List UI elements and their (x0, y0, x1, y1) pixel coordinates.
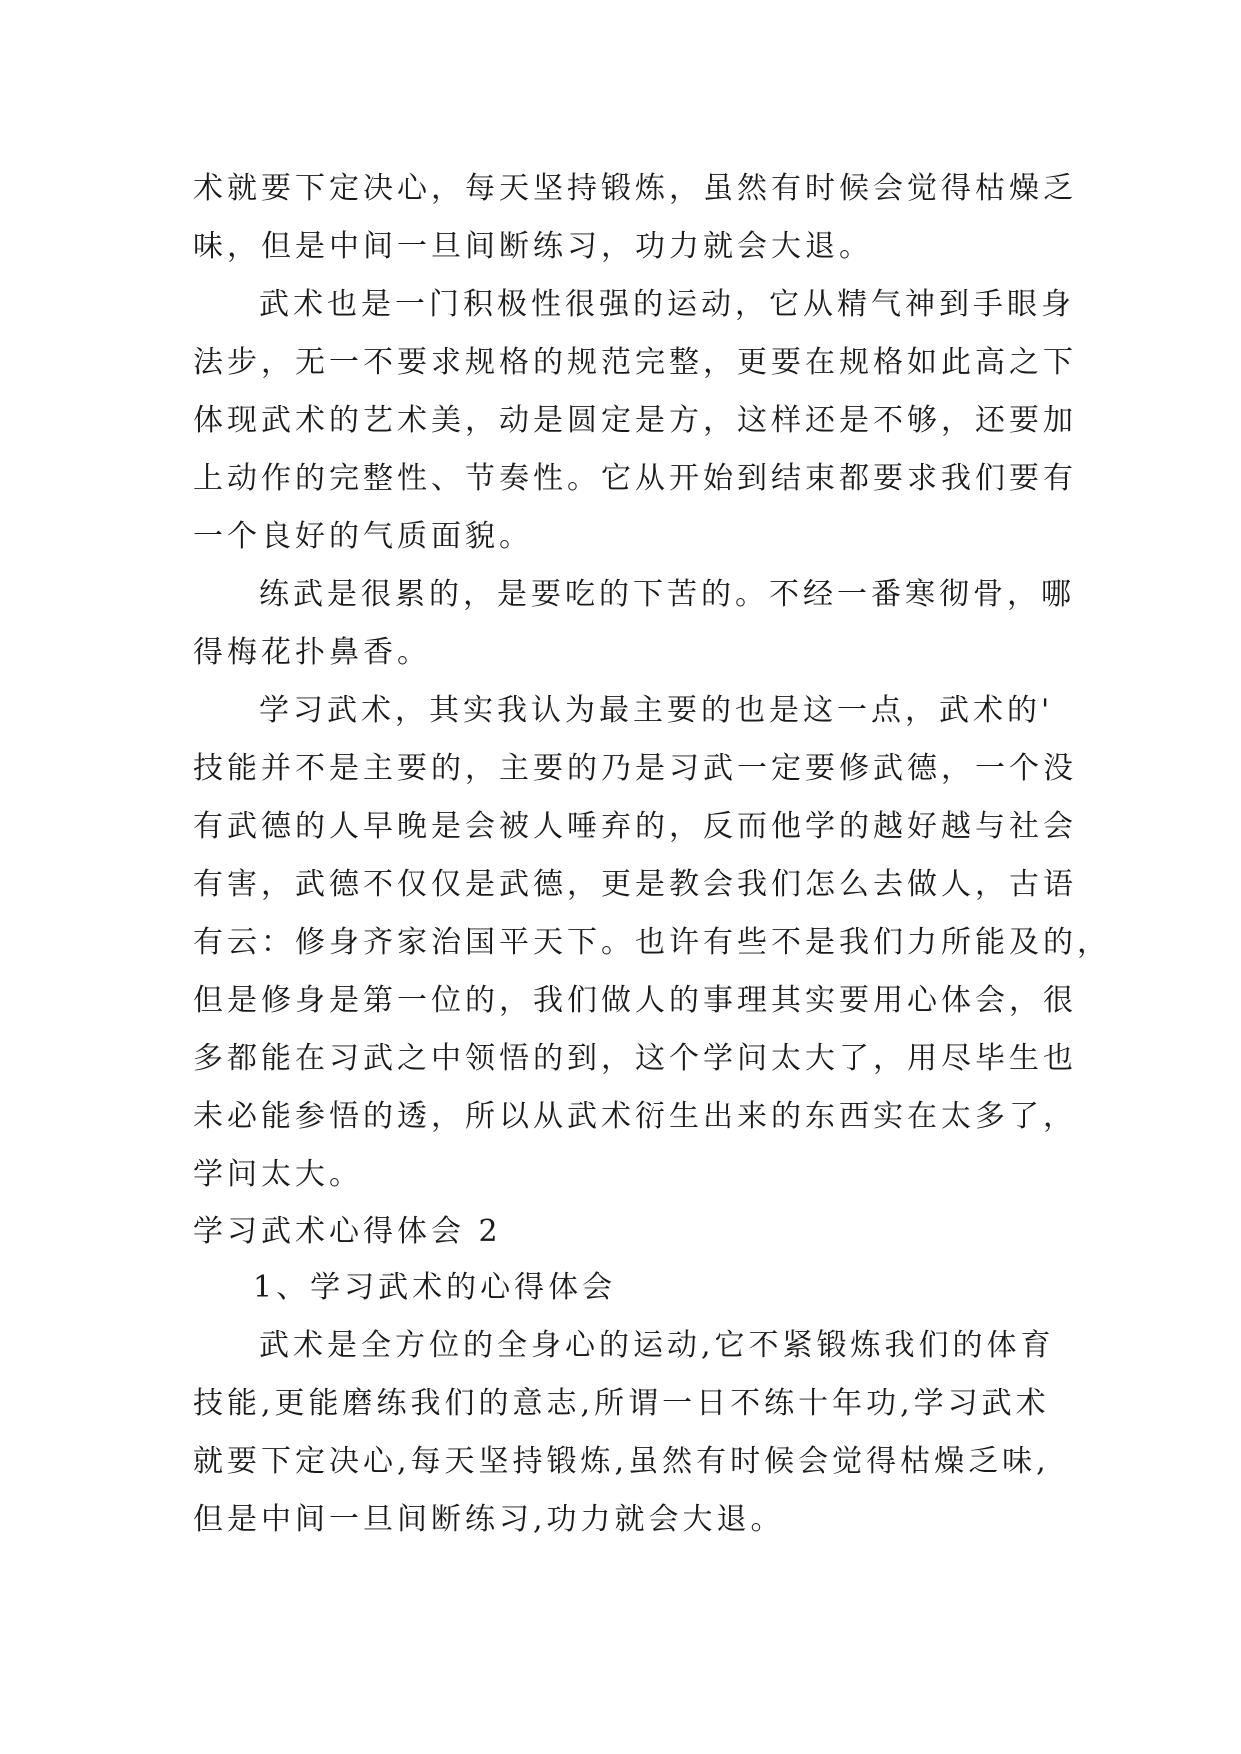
text-line: 有云：修身齐家治国平天下。也许有些不是我们力所能及的， (193, 925, 1111, 960)
section-subheading: 1、学习武术的心得体会 (253, 1270, 617, 1305)
section-heading: 学习武术心得体会 2 (193, 1214, 502, 1249)
text-line: 但是修身是第一位的，我们做人的事理其实要用心体会，很 (193, 983, 1077, 1018)
paragraph-1 (193, 160, 1077, 276)
text-line: 学问太大。 (193, 1157, 363, 1192)
text-line: 武术也是一门积极性很强的运动，它从精气神到手眼身 (259, 287, 1075, 322)
paragraph-2 (193, 276, 1077, 566)
text-line: 技能并不是主要的，主要的乃是习武一定要修武德，一个没 (193, 751, 1077, 786)
text-line: 上动作的完整性、节奏性。它从开始到结束都要求我们要有 (193, 461, 1077, 496)
paragraph-3 (193, 566, 1073, 682)
text-line: 学习武术，其实我认为最主要的也是这一点，武术的' (259, 693, 1054, 728)
text-line: 体现武术的艺术美，动是圆定是方，这样还是不够，还要加 (193, 403, 1077, 438)
text-line: 未必能参悟的透，所以从武术衍生出来的东西实在太多了， (193, 1099, 1077, 1134)
text-line: 技能,更能磨练我们的意志,所谓一日不练十年功,学习武术 (193, 1386, 1050, 1421)
paragraph-4 (193, 682, 1111, 1204)
text-line: 就要下定决心,每天坚持锻炼,虽然有时候会觉得枯燥乏味, (193, 1444, 1050, 1479)
text-line: 多都能在习武之中领悟的到，这个学问太大了，用尽毕生也 (193, 1041, 1077, 1076)
text-line: 法步，无一不要求规格的规范完整，更要在规格如此高之下 (193, 345, 1077, 380)
text-line: 味，但是中间一旦间断练习，功力就会大退。 (193, 229, 873, 264)
text-line: 武术是全方位的全身心的运动,它不紧锻炼我们的体育 (259, 1328, 1055, 1363)
paragraph-5 (193, 1317, 1073, 1549)
text-line: 有害，武德不仅仅是武德，更是教会我们怎么去做人，古语 (193, 867, 1077, 902)
text-line: 但是中间一旦间断练习,功力就会大退。 (193, 1502, 785, 1537)
text-line: 有武德的人早晚是会被人唾弃的，反而他学的越好越与社会 (193, 809, 1077, 844)
document-body (193, 160, 1111, 1549)
text-line: 得梅花扑鼻香。 (193, 635, 431, 670)
text-line: 练武是很累的，是要吃的下苦的。不经一番寒彻骨，哪 (259, 577, 1075, 612)
text-line: 一个良好的气质面貌。 (193, 519, 533, 554)
text-line: 术就要下定决心，每天坚持锻炼，虽然有时候会觉得枯燥乏 (193, 171, 1077, 206)
